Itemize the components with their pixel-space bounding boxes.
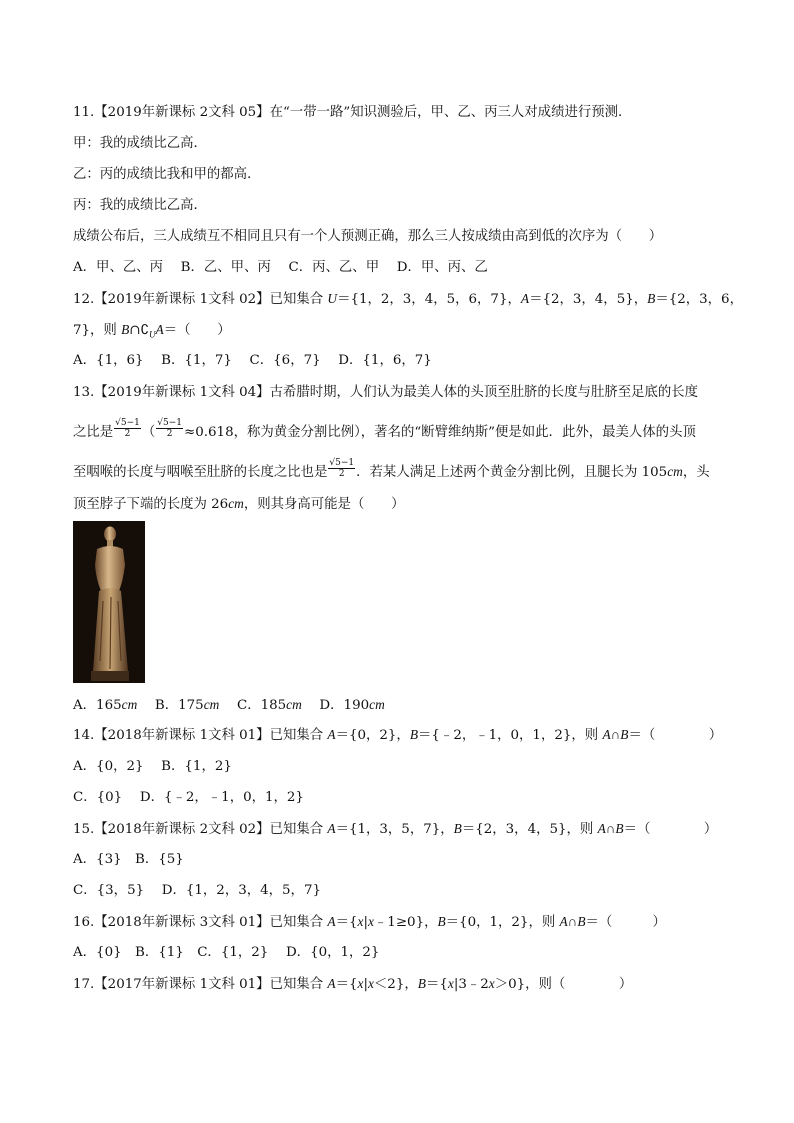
q13-stem-line1: 13.【2019年新课标 1文科 04】古希腊时期，人们认为最美人体的头顶至肚脐的长度与肚脐至足底的长度 xyxy=(73,385,699,400)
golden-ratio-fraction: $\frac{√5-1}{2}$ xyxy=(329,458,355,479)
q14-options-2: C．{0} D．{﹣2，﹣1，0，1，2} xyxy=(73,790,304,805)
golden-ratio-fraction: $\frac{√5-1}{2}$ xyxy=(115,418,140,439)
q13-stem-line2: 之比是 $\frac{√5-1}{2}$ （ $\frac{√5-1}{2}$ ≈0.618，称为黄金分割比例），著名的“断臂维纳斯”便是如此．此外，最美人体的头顶 xyxy=(73,418,696,440)
q12-options: A．{1，6} B．{1，7} C．{6，7} D．{1，6，7} xyxy=(73,353,432,368)
q15-options-1: A．{3} B．{5} xyxy=(73,852,184,867)
q11-options: A．甲、乙、丙 B．乙、甲、丙 C．丙、乙、甲 D．甲、丙、乙 xyxy=(73,260,488,275)
q13-stem-line3: 至咽喉的长度与咽喉至肚脐的长度之比也是 $\frac{√5-1}{2}$ ．若某人满足上述两个黄金分割比例，且腿长为 105cm，头 xyxy=(73,458,710,480)
q11-statement-bing: 丙：我的成绩比乙高． xyxy=(73,198,207,213)
q14-stem: 14.【2018年新课标 1文科 01】已知集合 A＝{0，2}，B＝{﹣2，﹣1，0，1，2}，则 A∩B＝（ ） xyxy=(73,727,723,743)
venus-de-milo-image xyxy=(73,521,145,683)
q11-stem: 11.【2019年新课标 2文科 05】在“一带一路”知识测验后，甲、乙、丙三人对成绩进行预测． xyxy=(73,105,632,120)
q15-options-2: C．{3，5} D．{1，2，3，4，5，7} xyxy=(73,883,321,898)
q16-options: A．{0} B．{1} C．{1，2} D．{0，1，2} xyxy=(73,945,380,960)
q12-stem-line2: 7}，则 $B\cap∁_UA=$（ ） xyxy=(73,322,231,340)
q11-statement-yi: 乙：丙的成绩比我和甲的都高． xyxy=(73,167,261,182)
q13-stem-line4: 顶至脖子下端的长度为 26cm，则其身高可能是（ ） xyxy=(73,496,405,512)
q14-options-1: A．{0，2} B．{1，2} xyxy=(73,759,232,774)
q13-options: A．165cm B．175cm C．185cm D．190cm xyxy=(73,697,385,713)
q12-stem-line1: 12.【2019年新课标 1文科 02】已知集合 U＝{1，2，3，4，5，6，7}，A＝{2，3，4，5}，B＝{2，3，6， xyxy=(73,291,743,307)
q16-stem: 16.【2018年新课标 3文科 01】已知集合 A＝{x|x﹣1≥0}，B＝{0，1，2}，则 A∩B＝（ ） xyxy=(73,914,666,930)
q17-stem: 17.【2017年新课标 1文科 01】已知集合 A＝{x|x＜2}，B＝{x|3﹣2x＞0}，则（ ） xyxy=(73,976,633,992)
q15-stem: 15.【2018年新课标 2文科 02】已知集合 A＝{1，3，5，7}，B＝{2，3，4，5}，则 A∩B＝（ ） xyxy=(73,821,718,837)
q11-statement-jia: 甲：我的成绩比乙高． xyxy=(73,136,207,151)
golden-ratio-fraction: $\frac{√5-1}{2}$ xyxy=(157,418,183,439)
q11-question: 成绩公布后，三人成绩互不相同且只有一个人预测正确，那么三人按成绩由高到低的次序为（ ） xyxy=(73,229,663,244)
